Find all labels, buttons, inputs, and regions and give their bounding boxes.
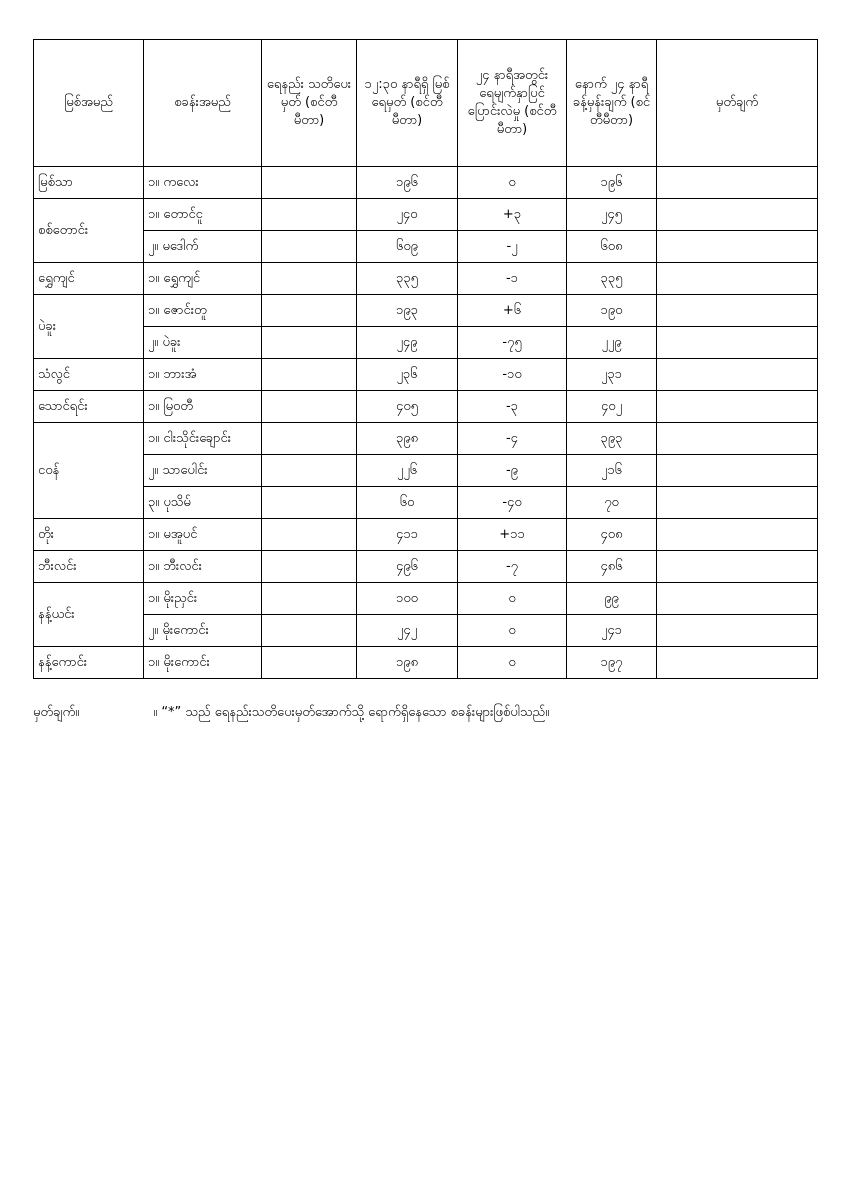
table-row: [34, 167, 818, 199]
water-level-cell: ၁၉၆: [357, 167, 458, 199]
station-name-cell: ၁။ မိုးညှင်း: [144, 583, 262, 615]
water-level-cell: ၂၃၆: [357, 359, 458, 391]
station-name-cell: ၁။ ဘီးလင်း: [144, 551, 262, 583]
water-level-cell: ၄၀၅: [357, 391, 458, 423]
level-change-cell: -၉: [458, 455, 567, 487]
forecast-level-cell: ၄၀၂: [567, 391, 657, 423]
remark-cell: [657, 167, 818, 199]
forecast-level-cell: ၁၉၆: [567, 167, 657, 199]
forecast-level-cell: ၂၂၉: [567, 327, 657, 359]
forecast-level-cell: ၁၉၀: [567, 295, 657, 327]
station-name-cell: ၁။ မအူပင်: [144, 519, 262, 551]
river-name-cell: ငဝန်: [34, 423, 144, 519]
station-name-cell: ၂။ သာပေါင်း: [144, 455, 262, 487]
station-name-cell: ၁။ ဇောင်းတူ: [144, 295, 262, 327]
forecast-level-cell: ၉၉: [567, 583, 657, 615]
river-name-cell: စစ်တောင်း: [34, 199, 144, 263]
remark-cell: [657, 455, 818, 487]
low-warning-level-cell: [262, 167, 357, 199]
low-warning-level-cell: [262, 487, 357, 519]
low-warning-level-cell: [262, 551, 357, 583]
river-name-cell: နန့်ယင်း: [34, 583, 144, 647]
level-change-cell: -၂: [458, 231, 567, 263]
table-row: [34, 391, 818, 423]
footnote: [33, 704, 549, 723]
level-change-cell: -၇: [458, 551, 567, 583]
station-name-cell: ၃။ ပုသိမ်: [144, 487, 262, 519]
low-warning-level-cell: [262, 647, 357, 679]
river-name-cell: သံလွင်: [34, 359, 144, 391]
river-level-table: [33, 39, 818, 679]
remark-cell: [657, 263, 818, 295]
header-remark: မှတ်ချက်: [657, 40, 818, 167]
low-warning-level-cell: [262, 231, 357, 263]
level-change-cell: -၇၅: [458, 327, 567, 359]
remark-cell: [657, 583, 818, 615]
table-row: [34, 263, 818, 295]
table-row: [34, 423, 818, 455]
header-river-name: မြစ်အမည်: [34, 40, 144, 167]
low-warning-level-cell: [262, 423, 357, 455]
water-level-cell: ၂၄၂: [357, 615, 458, 647]
station-name-cell: ၁။ တောင်ငူ: [144, 199, 262, 231]
level-change-cell: ၀: [458, 615, 567, 647]
forecast-level-cell: ၆၀၈: [567, 231, 657, 263]
remark-cell: [657, 199, 818, 231]
water-level-cell: ၂၂၆: [357, 455, 458, 487]
water-level-cell: ၄၁၁: [357, 519, 458, 551]
station-name-cell: ၁။ မိုးကောင်း: [144, 647, 262, 679]
remark-cell: [657, 231, 818, 263]
forecast-level-cell: ၃၉၃: [567, 423, 657, 455]
remark-cell: [657, 487, 818, 519]
low-warning-level-cell: [262, 519, 357, 551]
remark-cell: [657, 423, 818, 455]
river-name-cell: နန့်ကောင်း: [34, 647, 144, 679]
table-row: [34, 551, 818, 583]
level-change-cell: -၄၀: [458, 487, 567, 519]
low-warning-level-cell: [262, 615, 357, 647]
footnote-text: ။ “*” သည် ရေနည်းသတိပေးမှတ်အောက်သို့ ရောက်ရှိနေသော စခန်းများဖြစ်ပါသည်။: [153, 705, 550, 720]
station-name-cell: ၁။ ဘားအံ: [144, 359, 262, 391]
low-warning-level-cell: [262, 295, 357, 327]
level-change-cell: +၁၁: [458, 519, 567, 551]
low-warning-level-cell: [262, 327, 357, 359]
water-level-cell: ၁၉၈: [357, 647, 458, 679]
water-level-cell: ၃၃၅: [357, 263, 458, 295]
level-change-cell: +၆: [458, 295, 567, 327]
table-row: [34, 615, 818, 647]
river-name-cell: သောင်ရင်း: [34, 391, 144, 423]
forecast-level-cell: ၄၀၈: [567, 519, 657, 551]
forecast-level-cell: ၂၄၅: [567, 199, 657, 231]
forecast-level-cell: ၂၃၁: [567, 359, 657, 391]
river-name-cell: တိုး: [34, 519, 144, 551]
table-row: [34, 519, 818, 551]
level-change-cell: ၀: [458, 583, 567, 615]
header-24h-change: ၂၄ နာရီအတွင်း ရေမျက်နှာပြင် ပြောင်းလဲမှု (စင်တီမီတာ): [458, 40, 567, 167]
low-warning-level-cell: [262, 359, 357, 391]
remark-cell: [657, 647, 818, 679]
forecast-level-cell: ၃၃၅: [567, 263, 657, 295]
remark-cell: [657, 551, 818, 583]
level-change-cell: -၄: [458, 423, 567, 455]
forecast-level-cell: ၂၄၁: [567, 615, 657, 647]
remark-cell: [657, 615, 818, 647]
level-change-cell: +၃: [458, 199, 567, 231]
footnote-label: မှတ်ချက်။: [33, 705, 80, 720]
level-change-cell: -၁: [458, 263, 567, 295]
remark-cell: [657, 519, 818, 551]
header-forecast: နောက် ၂၄ နာရီ ခန့်မှန်းချက် (စင်တီမီတာ): [567, 40, 657, 167]
level-change-cell: -၃: [458, 391, 567, 423]
station-name-cell: ၁။ ငါးသိုင်းချောင်း: [144, 423, 262, 455]
water-level-cell: ၆၀၉: [357, 231, 458, 263]
table-row: [34, 199, 818, 231]
station-name-cell: ၁။ ကလေး: [144, 167, 262, 199]
water-level-cell: ၁၉၃: [357, 295, 458, 327]
river-name-cell: ဘီးလင်း: [34, 551, 144, 583]
table-row: [34, 295, 818, 327]
station-name-cell: ၁။ ရွှေကျင်: [144, 263, 262, 295]
remark-cell: [657, 295, 818, 327]
water-level-cell: ၄၉၆: [357, 551, 458, 583]
table-row: [34, 455, 818, 487]
table-row: [34, 231, 818, 263]
table-row: [34, 359, 818, 391]
level-change-cell: -၁၀: [458, 359, 567, 391]
station-name-cell: ၂။ မိုးကောင်း: [144, 615, 262, 647]
low-warning-level-cell: [262, 391, 357, 423]
water-level-cell: ၂၄၀: [357, 199, 458, 231]
forecast-level-cell: ၂၁၆: [567, 455, 657, 487]
level-change-cell: ၀: [458, 167, 567, 199]
table-body: [34, 167, 818, 679]
forecast-level-cell: ၇၀: [567, 487, 657, 519]
station-name-cell: ၂။ မဒေါက်: [144, 231, 262, 263]
table-row: [34, 647, 818, 679]
table-row: [34, 487, 818, 519]
low-warning-level-cell: [262, 263, 357, 295]
station-name-cell: ၂။ ပဲခူး: [144, 327, 262, 359]
river-name-cell: ရွှေကျင်: [34, 263, 144, 295]
table-row: [34, 327, 818, 359]
station-name-cell: ၁။ မြဝတီ: [144, 391, 262, 423]
low-warning-level-cell: [262, 199, 357, 231]
header-low-warning-level: ရေနည်း သတိပေးမှတ် (စင်တီမီတာ): [262, 40, 357, 167]
water-level-cell: ၆၀: [357, 487, 458, 519]
forecast-level-cell: ၁၉၇: [567, 647, 657, 679]
water-level-cell: ၁၀၀: [357, 583, 458, 615]
remark-cell: [657, 391, 818, 423]
level-change-cell: ၀: [458, 647, 567, 679]
forecast-level-cell: ၄၈၆: [567, 551, 657, 583]
table-row: [34, 583, 818, 615]
remark-cell: [657, 327, 818, 359]
low-warning-level-cell: [262, 583, 357, 615]
remark-cell: [657, 359, 818, 391]
header-station-name: စခန်းအမည်: [144, 40, 262, 167]
river-name-cell: မြစ်သာ: [34, 167, 144, 199]
header-row: [34, 40, 818, 167]
low-warning-level-cell: [262, 455, 357, 487]
water-level-cell: ၂၄၉: [357, 327, 458, 359]
water-level-cell: ၃၉၈: [357, 423, 458, 455]
river-name-cell: ပဲခူး: [34, 295, 144, 359]
header-water-level: ၁၂:၃၀ နာရီရှိ မြစ်ရေမှတ် (စင်တီမီတာ): [357, 40, 458, 167]
